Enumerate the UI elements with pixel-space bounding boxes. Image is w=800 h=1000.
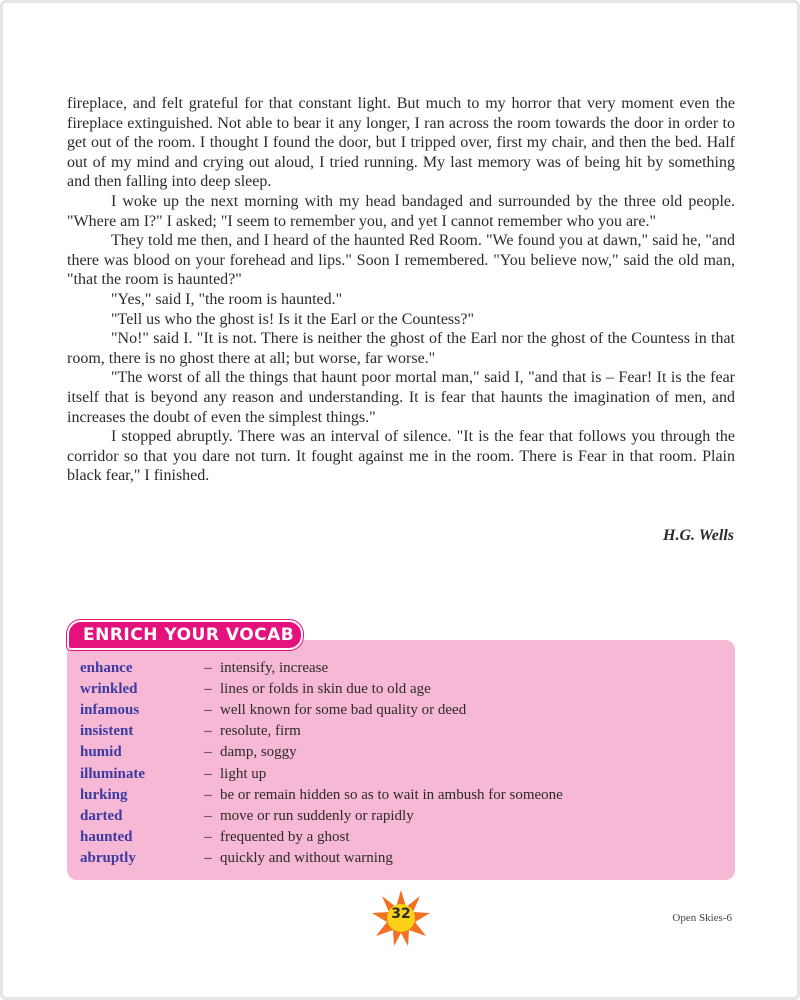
author-credit: H.G. Wells bbox=[663, 527, 734, 544]
vocab-meaning: damp, soggy bbox=[220, 744, 297, 761]
vocab-meaning: be or remain hidden so as to wait in ambush for someone bbox=[220, 786, 563, 803]
story-paragraph: I woke up the next morning with my head bandaged and surrounded by the three old people. "Where am I?" I asked; "I seem to remember you, and yet I cannot remember who you are." bbox=[67, 192, 735, 230]
vocab-entry bbox=[80, 785, 730, 806]
vocab-dash: – bbox=[204, 849, 212, 866]
book-title: Open Skies-6 bbox=[672, 912, 732, 924]
story-paragraph: They told me then, and I heard of the haunted Red Room. "We found you at dawn," said he, "and there was blood on your forehead and lips." Soon I remembered. "You believe now," said the old man, "that the room is haunted?" bbox=[67, 232, 735, 289]
vocab-dash: – bbox=[204, 723, 212, 740]
vocab-word: abruptly bbox=[80, 849, 136, 866]
vocab-meaning: resolute, firm bbox=[220, 723, 301, 740]
vocab-entry bbox=[80, 679, 730, 700]
vocab-word: illuminate bbox=[80, 765, 146, 782]
vocab-meaning: intensify, increase bbox=[220, 660, 329, 677]
vocab-word: enhance bbox=[80, 660, 133, 677]
vocab-entry bbox=[80, 721, 730, 742]
vocab-word: humid bbox=[80, 744, 122, 761]
vocab-word: darted bbox=[80, 807, 123, 824]
vocab-dash: – bbox=[204, 828, 212, 845]
vocab-word: wrinkled bbox=[80, 681, 138, 698]
story-paragraph: fireplace, and felt grateful for that constant light. But much to my horror that very moment even the fireplace extinguished. Not able to bear it any longer, I ran across the room towards the door in order to get out of the room. I thought I found the door, but I tripped over, first my chair, and then the bed. Half out of my mind and crying out aloud, I tried running. My last memory was of being hit by something and then falling into deep sleep. bbox=[67, 95, 735, 191]
vocab-meaning: lines or folds in skin due to old age bbox=[220, 681, 431, 698]
vocab-dash: – bbox=[204, 786, 212, 803]
vocab-entry bbox=[80, 658, 730, 679]
vocab-list bbox=[80, 658, 730, 869]
vocab-dash: – bbox=[204, 765, 212, 782]
story-text bbox=[67, 94, 735, 486]
story-paragraph: I stopped abruptly. There was an interval of silence. "It is the fear that follows you through the corridor so that you dare not turn. It fought against me in the room. There is Fear in that room. Plain black fear," I finished. bbox=[67, 428, 735, 485]
page-number: 32 bbox=[391, 906, 411, 922]
vocab-word: infamous bbox=[80, 702, 140, 719]
vocab-entry bbox=[80, 700, 730, 721]
story-paragraph: "Tell us who the ghost is! Is it the Earl or the Countess?" bbox=[111, 310, 474, 328]
vocab-dash: – bbox=[204, 660, 212, 677]
vocab-meaning: light up bbox=[220, 765, 267, 782]
vocab-entry bbox=[80, 827, 730, 848]
vocab-dash: – bbox=[204, 807, 212, 824]
vocab-meaning: frequented by a ghost bbox=[220, 828, 350, 845]
vocab-entry bbox=[80, 848, 730, 869]
vocab-entry bbox=[80, 742, 730, 763]
story-paragraph: "The worst of all the things that haunt poor mortal man," said I, "and that is – Fear! It is the fear itself that is beyond any reason and understanding. It is fear that haunts the imagination of men, and increases the doubt of even the simplest things." bbox=[67, 369, 735, 426]
vocab-heading: ENRICH YOUR VOCAB bbox=[67, 620, 303, 650]
vocab-meaning: move or run suddenly or rapidly bbox=[220, 807, 414, 824]
vocab-meaning: quickly and without warning bbox=[220, 849, 393, 866]
vocab-entry bbox=[80, 763, 730, 784]
vocab-meaning: well known for some bad quality or deed bbox=[220, 702, 467, 719]
vocab-word: haunted bbox=[80, 828, 133, 845]
vocab-dash: – bbox=[204, 702, 212, 719]
vocab-entry bbox=[80, 806, 730, 827]
story-paragraph: "Yes," said I, "the room is haunted." bbox=[111, 290, 343, 308]
vocab-word: insistent bbox=[80, 723, 134, 740]
vocab-dash: – bbox=[204, 681, 212, 698]
vocab-dash: – bbox=[204, 744, 212, 761]
vocab-word: lurking bbox=[80, 786, 128, 803]
story-paragraph: "No!" said I. "It is not. There is neither the ghost of the Earl nor the ghost of the Countess in that room, there is no ghost there at all; but worse, far worse." bbox=[67, 330, 735, 367]
